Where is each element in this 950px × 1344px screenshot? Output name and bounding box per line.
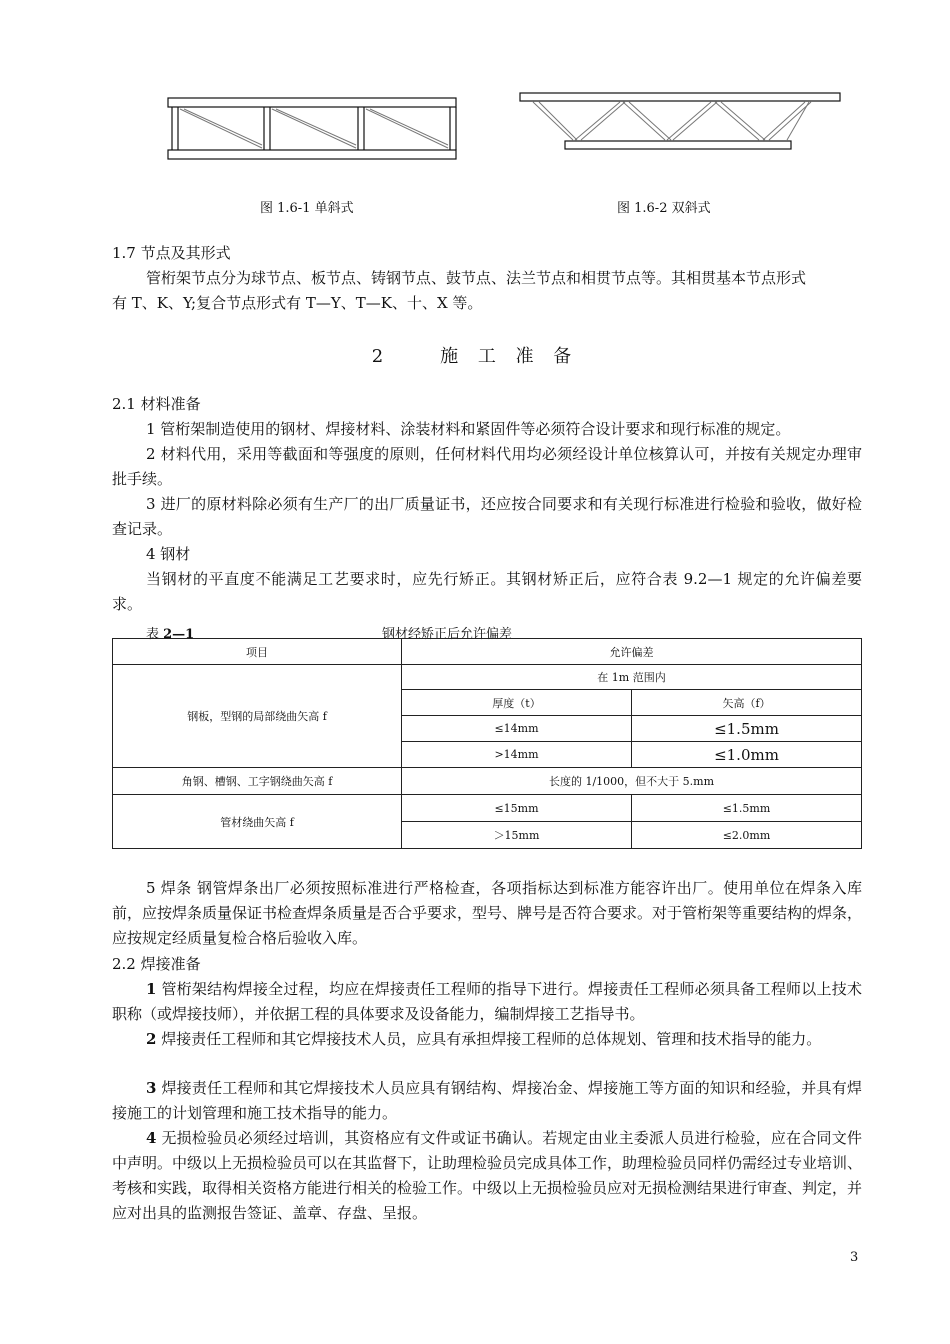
table-row2-value: 长度的 1/1000，但不大于 5.mm	[402, 768, 862, 795]
item2-number: 2	[146, 1030, 157, 1048]
table-row2-item: 角钢、槽钢、工字钢绕曲矢高 f	[113, 768, 402, 795]
table-row1b-sag: ≤1.0mm	[632, 742, 862, 768]
table-row1a-sag: ≤1.5mm	[632, 716, 862, 742]
table-header-range: 在 1m 范围内	[402, 665, 862, 690]
table-label-prefix: 表	[146, 627, 164, 642]
table-header-tolerance: 允许偏差	[402, 639, 862, 665]
table-row3a-thickness: ≤15mm	[402, 795, 632, 822]
table-row3-item: 管材绕曲矢高 f	[113, 795, 402, 849]
item4-number: 4	[146, 1129, 157, 1147]
table-row3b-thickness: ＞15mm	[402, 822, 632, 849]
section-2-2-item1	[112, 977, 862, 1027]
section-1-7-line2: 有 T、K、Y;复合节点形式有 T—Y、T—K、十、X 等。	[112, 294, 483, 312]
figure-double-diagonal-truss	[515, 88, 845, 158]
figure-1-caption: 图 1.6-1 单斜式	[260, 201, 354, 216]
chapter-title: 施 工 准 备	[440, 346, 579, 367]
table-row3a-sag: ≤1.5mm	[632, 795, 862, 822]
tolerance-table	[112, 638, 862, 849]
section-2-1-item3: 3 进厂的原材料除必须有生产厂的出厂质量证书，还应按合同要求和有关现行标准进行检验和验收，做好检查记录。	[112, 495, 862, 538]
table-header-thickness: 厚度（t）	[402, 690, 632, 716]
item1-text: 管桁架结构焊接全过程，均应在焊接责任工程师的指导下进行。焊接责任工程师必须具备工程师以上技术职称（或焊接技师），并依据工程的具体要求及设备能力，编制焊接工艺指导书。	[112, 980, 862, 1023]
table-row1b-thickness: >14mm	[402, 742, 632, 768]
table-header-item: 项目	[113, 639, 402, 665]
section-1-7-heading: 1.7 节点及其形式	[112, 244, 231, 262]
item3-text: 焊接责任工程师和其它焊接技术人员应具有钢结构、焊接冶金、焊接施工等方面的知识和经验，并具有焊接施工的计划管理和施工技术指导的能力。	[112, 1079, 862, 1122]
section-2-1-item4: 4 钢材	[146, 545, 191, 563]
section-2-2-heading: 2.2 焊接准备	[112, 955, 201, 973]
figure-2-caption: 图 1.6-2 双斜式	[617, 201, 711, 216]
section-1-7-line1: 管桁架节点分为球节点、板节点、铸钢节点、鼓节点、法兰节点和相贯节点等。其相贯基本节点形式	[146, 269, 807, 287]
chapter-2-heading	[0, 342, 950, 368]
figure-single-diagonal-truss	[160, 90, 460, 170]
section-2-2-item2	[112, 1027, 862, 1052]
section-2-2-item4	[112, 1126, 862, 1226]
table-title: 钢材经矫正后允许偏差	[382, 627, 513, 642]
table-row1a-thickness: ≤14mm	[402, 716, 632, 742]
section-2-1-item4-text: 当钢材的平直度不能满足工艺要求时，应先行矫正。其钢材矫正后，应符合表 9.2—1 规定的允许偏差要求。	[112, 570, 862, 613]
table-row3b-sag: ≤2.0mm	[632, 822, 862, 849]
section-2-1-heading: 2.1 材料准备	[112, 395, 201, 413]
section-2-1-item1: 1 管桁架制造使用的钢材、焊接材料、涂装材料和紧固件等必须符合设计要求和现行标准的规定。	[146, 420, 791, 438]
section-2-1-item2: 2 材料代用，采用等截面和等强度的原则，任何材料代用均必须经设计单位核算认可，并按有关规定办理审批手续。	[112, 445, 862, 488]
item3-number: 3	[146, 1079, 157, 1097]
chapter-number: 2	[371, 346, 385, 367]
table-label-number: 2—1	[163, 627, 195, 642]
item4-text: 无损检验员必须经过培训，其资格应有文件或证书确认。若规定由业主委派人员进行检验，应在合同文件中声明。中级以上无损检验员可以在其监督下，让助理检验员完成具体工作，助理检验员同样仍需经过专业培训、考核和实践，取得相关资格方能进行相关的检验工作。中级以上无损检验员应对无损检测结果进行审查、判定，并应对出具的监测报告签证、盖章、存盘、呈报。	[112, 1129, 863, 1222]
item5-paragraph: 5 焊条 钢管焊条出厂必须按照标准进行严格检查，各项指标达到标准方能容许出厂。使用单位在焊条入库前，应按焊条质量保证书检查焊条质量是否合乎要求，型号、牌号是否符合要求。对于管桁架等重要结构的焊条，应按规定经质量复检合格后验收入库。	[112, 879, 863, 947]
table-header-sag: 矢高（f）	[632, 690, 862, 716]
table-row1-item: 钢板，型钢的局部绕曲矢高 f	[113, 665, 402, 768]
section-2-2-item3	[112, 1076, 862, 1126]
item1-number: 1	[146, 980, 157, 998]
item2-text: 焊接责任工程师和其它焊接技术人员，应具有承担焊接工程师的总体规划、管理和技术指导的能力。	[156, 1030, 822, 1048]
page-number: 3	[850, 1250, 859, 1265]
